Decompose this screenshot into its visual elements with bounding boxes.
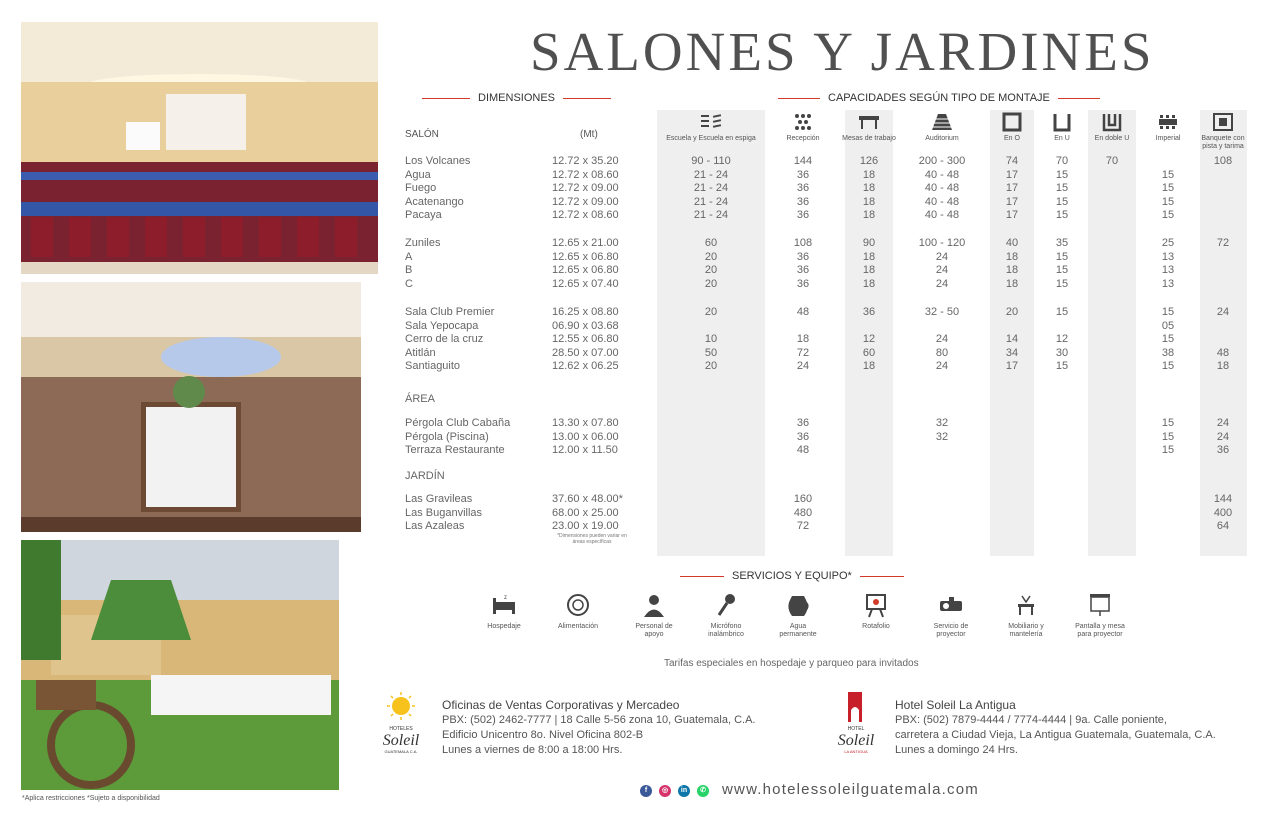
service-personal: Personal de apoyo: [628, 592, 680, 639]
instagram-icon[interactable]: ◎: [659, 785, 671, 797]
capacity-imperial: 15: [1161, 168, 1175, 181]
column-header-escuela: Escuela y Escuela en espiga: [657, 112, 765, 143]
contact-antigua-line: PBX: (502) 7879-4444 / 7774-4444 | 9a. Calle poniente,: [895, 714, 1167, 726]
capacity-escuela: 21 - 24: [693, 209, 729, 222]
service-rotafolio: Rotafolio: [850, 592, 902, 631]
group-label: ÁREA: [405, 393, 435, 405]
capacity-eno: 18: [1005, 264, 1019, 277]
table-row: [0, 306, 1280, 320]
salon-dimensions: 12.65 x 21.00: [552, 237, 619, 249]
capacity-imperial: 15: [1161, 360, 1175, 373]
svg-text:Soleil: Soleil: [837, 732, 875, 749]
flipchart-icon: [862, 592, 890, 618]
capacity-mesas: 18: [862, 182, 876, 195]
table-row: [0, 444, 1280, 458]
dimensiones-header: DIMENSIONES: [422, 92, 611, 104]
column-header-mesas: Mesas de trabajo: [840, 112, 898, 143]
capacity-auditorium: 80: [935, 346, 949, 359]
capacity-mesas: 60: [862, 346, 876, 359]
capacity-banquete: 64: [1216, 520, 1230, 533]
capacity-auditorium: 24: [935, 264, 949, 277]
salon-dimensions: 12.65 x 06.80: [552, 250, 619, 263]
capacity-banquete: 24: [1216, 306, 1230, 318]
column-header-dobleu: En doble U: [1088, 112, 1136, 143]
svg-text:LA ANTIGUA: LA ANTIGUA: [844, 749, 868, 754]
capacity-auditorium: 32: [935, 417, 949, 429]
capacity-imperial: 15: [1161, 182, 1175, 195]
capacity-auditorium: 24: [935, 250, 949, 263]
salon-name: Los Volcanes: [405, 155, 471, 167]
column-header-eno: En O: [990, 112, 1034, 143]
capacity-recepcion: 18: [796, 333, 810, 346]
capacity-auditorium: 32 - 50: [924, 306, 960, 318]
work-table-icon: [840, 112, 898, 132]
group-label: JARDÍN: [405, 470, 445, 482]
table-row: [0, 507, 1280, 521]
capacity-enu: 70: [1055, 155, 1069, 167]
dimensions-note: *Dimensiones pueden variar en áreas específicas: [557, 533, 627, 545]
table-row: [0, 278, 1280, 292]
capacity-escuela: 10: [704, 333, 718, 346]
capacity-imperial: 25: [1161, 237, 1175, 249]
capacity-banquete: 400: [1213, 506, 1233, 519]
salon-dimensions: 12.65 x 07.40: [552, 277, 619, 290]
capacity-imperial: 15: [1161, 430, 1175, 443]
capacity-enu: 15: [1055, 250, 1069, 263]
table-row: [0, 360, 1280, 374]
salon-dimensions: 12.72 x 08.60: [552, 168, 619, 181]
service-proyector: Servicio de proyector: [924, 592, 978, 639]
capacity-auditorium: 40 - 48: [924, 195, 960, 208]
page-title: SALONES Y JARDINES: [530, 21, 1155, 82]
table-row: [0, 264, 1280, 278]
capacity-auditorium: 40 - 48: [924, 168, 960, 181]
service-microfono: Micrófono inalámbrico: [700, 592, 752, 639]
capacity-mesas: 18: [862, 168, 876, 181]
capacity-imperial: 15: [1161, 209, 1175, 222]
capacity-mesas: 36: [862, 306, 876, 318]
capacity-escuela: 20: [704, 306, 718, 318]
capacidades-header: CAPACIDADES SEGÚN TIPO DE MONTAJE: [778, 92, 1100, 104]
capacity-imperial: 15: [1161, 306, 1175, 318]
bed-icon: [490, 592, 518, 618]
capacity-imperial: 05: [1161, 319, 1175, 332]
salon-name: C: [405, 277, 413, 290]
capacity-auditorium: 24: [935, 333, 949, 346]
capacity-escuela: 20: [704, 250, 718, 263]
capacity-recepcion: 480: [793, 506, 813, 519]
garden-photo: [21, 540, 339, 790]
salon-name: Sala Club Premier: [405, 306, 495, 318]
capacity-auditorium: 24: [935, 277, 949, 290]
salon-name: Pérgola (Piscina): [405, 430, 489, 443]
service-alimentacion: Alimentación: [548, 592, 608, 631]
contact-corporate-line: PBX: (502) 2462-7777 | 18 Calle 5-56 zona 10, Guatemala, C.A.: [442, 714, 756, 726]
meters-label: (Mt): [580, 129, 598, 140]
capacity-imperial: 38: [1161, 346, 1175, 359]
table-row: [0, 209, 1280, 223]
salon-dimensions: 12.72 x 09.00: [552, 195, 619, 208]
capacity-escuela: 20: [704, 264, 718, 277]
double-u-icon: [1088, 112, 1136, 132]
capacity-recepcion: 144: [793, 155, 813, 167]
capacity-eno: 17: [1005, 209, 1019, 222]
capacity-banquete: 18: [1216, 360, 1230, 373]
capacity-escuela: 21 - 24: [693, 195, 729, 208]
capacity-enu: 12: [1055, 333, 1069, 346]
capacity-enu: 15: [1055, 209, 1069, 222]
capacity-recepcion: 108: [793, 237, 813, 249]
salon-name: Fuego: [405, 182, 437, 195]
capacity-eno: 74: [1005, 155, 1019, 167]
table-row: [0, 347, 1280, 361]
capacity-banquete: 72: [1216, 237, 1230, 249]
capacity-banquete: 36: [1216, 444, 1230, 457]
capacity-escuela: 20: [704, 277, 718, 290]
service-pantalla: Pantalla y mesa para proyector: [1068, 592, 1132, 639]
staff-icon: [640, 592, 668, 618]
capacity-imperial: 13: [1161, 250, 1175, 263]
table-row: [0, 520, 1280, 534]
table-row: [0, 431, 1280, 445]
capacity-mesas: 18: [862, 264, 876, 277]
salon-dimensions: 12.62 x 06.25: [552, 360, 619, 373]
svg-text:HOTEL: HOTEL: [847, 726, 865, 732]
salon-name: Zuniles: [405, 237, 441, 249]
table-row: [0, 182, 1280, 196]
imperial-icon: [1144, 112, 1192, 132]
contact-antigua-line: carretera a Ciudad Vieja, La Antigua Guatemala, Guatemala, C.A.: [895, 729, 1216, 741]
salon-name: Acatenango: [405, 195, 464, 208]
tarifas-note: Tarifas especiales en hospedaje y parqueo para invitados: [664, 658, 919, 669]
capacity-enu: 15: [1055, 264, 1069, 277]
screen-icon: [1086, 592, 1114, 618]
capacity-eno: 17: [1005, 360, 1019, 373]
salon-name: Terraza Restaurante: [405, 444, 505, 457]
capacity-recepcion: 36: [796, 417, 810, 429]
u-shape-icon: [1040, 112, 1084, 132]
salon-dimensions: 68.00 x 25.00: [552, 506, 619, 519]
capacity-auditorium: 40 - 48: [924, 182, 960, 195]
whatsapp-icon[interactable]: ✆: [697, 785, 709, 797]
capacity-recepcion: 72: [796, 520, 810, 533]
capacity-enu: 35: [1055, 237, 1069, 249]
capacity-escuela: 90 - 110: [691, 155, 731, 167]
linkedin-icon[interactable]: in: [678, 785, 690, 797]
capacity-enu: 15: [1055, 360, 1069, 373]
salon-dimensions: 16.25 x 08.80: [552, 306, 619, 318]
capacity-recepcion: 48: [796, 444, 810, 457]
contact-antigua-line: Lunes a domingo 24 Hrs.: [895, 744, 1018, 756]
capacity-imperial: 13: [1161, 277, 1175, 290]
hoteles-soleil-logo: [366, 690, 436, 762]
column-header-enu: En U: [1040, 112, 1084, 143]
capacity-escuela: 21 - 24: [693, 168, 729, 181]
furniture-icon: [1012, 592, 1040, 618]
capacity-recepcion: 36: [796, 168, 810, 181]
table-row: [0, 196, 1280, 210]
capacity-imperial: 15: [1161, 333, 1175, 346]
salon-dimensions: 12.72 x 08.60: [552, 209, 619, 222]
capacity-eno: 40: [1005, 237, 1019, 249]
capacity-escuela: 60: [704, 237, 718, 249]
salon-dimensions: 12.00 x 11.50: [552, 444, 618, 457]
svg-text:z: z: [504, 595, 507, 601]
banquet-icon: [1195, 112, 1251, 132]
capacity-enu: 15: [1055, 306, 1069, 318]
capacity-mesas: 126: [859, 155, 879, 167]
microphone-icon: [712, 592, 740, 618]
capacity-dobleu: 70: [1105, 155, 1119, 167]
capacity-mesas: 90: [862, 237, 876, 249]
facebook-icon[interactable]: f: [640, 785, 652, 797]
capacity-recepcion: 36: [796, 195, 810, 208]
capacity-imperial: 15: [1161, 417, 1175, 429]
salon-name: Las Buganvillas: [405, 506, 483, 519]
capacity-auditorium: 32: [935, 430, 949, 443]
capacity-mesas: 18: [862, 277, 876, 290]
capacity-recepcion: 48: [796, 306, 810, 318]
capacity-enu: 15: [1055, 168, 1069, 181]
o-shape-icon: [990, 112, 1034, 132]
capacity-imperial: 15: [1161, 444, 1175, 457]
capacity-eno: 20: [1005, 306, 1019, 318]
capacity-eno: 14: [1005, 333, 1019, 346]
capacity-recepcion: 160: [793, 493, 813, 505]
salon-name: Santiaguito: [405, 360, 461, 373]
column-header-banquete: Banquete con pista y tarima: [1195, 112, 1251, 151]
table-row: [0, 251, 1280, 265]
water-pitcher-icon: [784, 592, 812, 618]
salon-name: Pérgola Club Cabaña: [405, 417, 511, 429]
capacity-auditorium: 24: [935, 360, 949, 373]
salon-dimensions: 23.00 x 19.00: [552, 520, 619, 533]
table-row: [0, 155, 1280, 169]
capacity-eno: 17: [1005, 168, 1019, 181]
capacity-auditorium: 100 - 120: [918, 237, 966, 249]
capacity-mesas: 18: [862, 360, 876, 373]
salon-dimensions: 37.60 x 48.00*: [552, 493, 623, 505]
table-row: [0, 417, 1280, 431]
capacity-enu: 15: [1055, 182, 1069, 195]
hotel-soleil-antigua-logo: [822, 690, 890, 762]
contact-corporate: [442, 698, 756, 758]
capacity-recepcion: 36: [796, 182, 810, 195]
capacity-mesas: 18: [862, 209, 876, 222]
capacity-banquete: 24: [1216, 430, 1230, 443]
salon-dimensions: 06.90 x 03.68: [552, 319, 619, 332]
salon-name: A: [405, 250, 413, 263]
svg-text:HOTELES: HOTELES: [389, 726, 413, 732]
capacity-recepcion: 36: [796, 209, 810, 222]
salon-name: B: [405, 264, 413, 277]
salon-name: Atitlán: [405, 346, 436, 359]
column-header-recepcion: Recepción: [770, 112, 836, 143]
capacity-recepcion: 36: [796, 277, 810, 290]
table-row: [0, 333, 1280, 347]
salon-name: Agua: [405, 168, 431, 181]
capacity-recepcion: 36: [796, 264, 810, 277]
service-agua: Agua permanente: [772, 592, 824, 639]
contact-antigua-title: Hotel Soleil La Antigua: [895, 698, 1016, 712]
capacity-auditorium: 200 - 300: [918, 155, 966, 167]
capacity-escuela: 20: [704, 360, 718, 373]
capacity-banquete: 108: [1213, 155, 1233, 167]
reception-icon: [770, 112, 836, 132]
salon-dimensions: 12.72 x 09.00: [552, 182, 619, 195]
salon-label: SALÓN: [405, 129, 439, 140]
auditorium-icon: [912, 112, 972, 132]
salon-dimensions: 13.00 x 06.00: [552, 430, 619, 443]
salon-name: Las Gravileas: [405, 493, 473, 505]
salon-dimensions: 12.72 x 35.20: [552, 155, 619, 167]
column-header-auditorium: Auditorium: [912, 112, 972, 143]
contact-corporate-line: Edificio Unicentro 8o. Nivel Oficina 802-B: [442, 729, 644, 741]
capacity-enu: 15: [1055, 195, 1069, 208]
capacity-imperial: 15: [1161, 195, 1175, 208]
capacity-recepcion: 72: [796, 346, 810, 359]
contact-antigua: [895, 698, 1216, 758]
capacity-recepcion: 36: [796, 430, 810, 443]
capacity-banquete: 144: [1213, 493, 1233, 505]
capacity-mesas: 18: [862, 250, 876, 263]
capacity-enu: 15: [1055, 277, 1069, 290]
svg-text:Soleil: Soleil: [382, 732, 420, 749]
school-icon: [657, 112, 765, 132]
capacity-eno: 17: [1005, 195, 1019, 208]
capacity-banquete: 48: [1216, 346, 1230, 359]
salon-dimensions: 12.55 x 06.80: [552, 333, 619, 346]
salon-name: Sala Yepocapa: [405, 319, 479, 332]
table-row: [0, 493, 1280, 507]
capacity-mesas: 18: [862, 195, 876, 208]
column-header-imperial: Imperial: [1144, 112, 1192, 143]
capacity-auditorium: 40 - 48: [924, 209, 960, 222]
capacity-escuela: 50: [704, 346, 718, 359]
website-link[interactable]: www.hotelessoleilguatemala.com: [722, 781, 979, 798]
salon-dimensions: 12.65 x 06.80: [552, 264, 619, 277]
table-row: [0, 320, 1280, 334]
table-row: [0, 237, 1280, 251]
contact-corporate-line: Lunes a viernes de 8:00 a 18:00 Hrs.: [442, 744, 623, 756]
service-hospedaje: z Hospedaje: [478, 592, 530, 631]
capacity-eno: 18: [1005, 250, 1019, 263]
servicios-header: SERVICIOS Y EQUIPO*: [680, 570, 904, 582]
salon-name: Pacaya: [405, 209, 442, 222]
capacity-imperial: 13: [1161, 264, 1175, 277]
capacity-eno: 17: [1005, 182, 1019, 195]
salon-dimensions: 13.30 x 07.80: [552, 417, 619, 429]
footnote: *Aplica restricciones *Sujeto a disponibilidad: [22, 795, 160, 802]
salon-dimensions: 28.50 x 07.00: [552, 346, 619, 359]
salon-name: Cerro de la cruz: [405, 333, 484, 346]
projector-icon: [937, 592, 965, 618]
table-row: [0, 169, 1280, 183]
svg-text:GUATEMALA C.A.: GUATEMALA C.A.: [384, 749, 418, 754]
capacity-mesas: 12: [862, 333, 876, 346]
capacity-eno: 34: [1005, 346, 1019, 359]
contact-corporate-title: Oficinas de Ventas Corporativas y Mercadeo: [442, 698, 680, 712]
capacity-recepcion: 24: [796, 360, 810, 373]
capacity-escuela: 21 - 24: [693, 182, 729, 195]
salon-name: Las Azaleas: [405, 520, 465, 533]
service-mobiliario: Mobiliario y mantelería: [998, 592, 1054, 639]
capacity-banquete: 24: [1216, 417, 1230, 429]
capacity-enu: 30: [1055, 346, 1069, 359]
capacity-eno: 18: [1005, 277, 1019, 290]
plate-icon: [564, 592, 592, 618]
capacity-recepcion: 36: [796, 250, 810, 263]
